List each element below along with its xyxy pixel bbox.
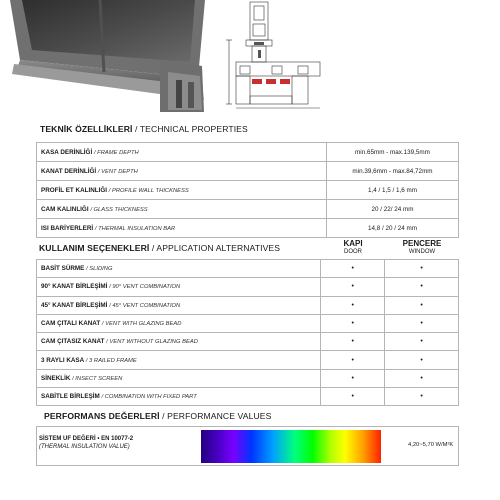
technical-row-label: PROFİL ET KALINLIĞI / PROFILE WALL THICKNESS — [37, 181, 327, 200]
window-check-mark: • — [385, 333, 459, 351]
application-title: KULLANIM SEÇENEKLERİ / APPLICATION ALTERNATIVES — [39, 243, 281, 253]
door-check-mark: • — [321, 351, 385, 369]
application-row-label: CAM ÇITALI KANAT / VENT WITH GLAZING BEAD — [37, 314, 321, 332]
door-check-mark: • — [321, 388, 385, 406]
technical-row — [37, 219, 459, 238]
window-check-mark: • — [385, 351, 459, 369]
application-row — [37, 296, 459, 314]
technical-row-value: 1,4 / 1,5 / 1,6 mm — [327, 181, 459, 200]
technical-row — [37, 162, 459, 181]
uf-value-label: SİSTEM UF DEĞERİ • EN 10077-2 (THERMAL INSULATION VALUE) — [39, 436, 134, 451]
window-check-mark: • — [385, 260, 459, 278]
application-row-label: SİNEKLİK / INSECT SCREEN — [37, 369, 321, 387]
technical-row — [37, 200, 459, 219]
technical-row-label: KANAT DERİNLİĞİ / VENT DEPTH — [37, 162, 327, 181]
door-column-header: KAPI DOOR — [343, 239, 363, 255]
door-check-mark: • — [321, 278, 385, 296]
door-check-mark: • — [321, 333, 385, 351]
technical-row-value: 20 / 22/ 24 mm — [327, 200, 459, 219]
product-illustration — [0, 0, 500, 112]
application-row — [37, 278, 459, 296]
application-row — [37, 260, 459, 278]
window-check-mark: • — [385, 369, 459, 387]
window-check-mark: • — [385, 388, 459, 406]
performance-title: PERFORMANS DEĞERLERİ / PERFORMANCE VALUES — [44, 411, 272, 421]
application-row-label: 45° KANAT BİRLEŞİMİ / 45° VENT COMBINATION — [37, 296, 321, 314]
uf-value: 4,20~5,70 W/M²K — [408, 442, 454, 448]
application-header — [36, 237, 459, 259]
application-row-label: 90° KANAT BİRLEŞİMİ / 90° VENT COMBINATION — [37, 278, 321, 296]
technical-row — [37, 143, 459, 162]
technical-row-label: ISI BARİYERLERİ / THERMAL INSULATION BAR — [37, 219, 327, 238]
application-row — [37, 388, 459, 406]
window-product-photo — [0, 0, 210, 112]
application-row — [37, 351, 459, 369]
technical-row-value: min.65mm - max.139,5mm — [327, 143, 459, 162]
window-check-mark: • — [385, 314, 459, 332]
window-check-mark: • — [385, 296, 459, 314]
application-row-label: SABİTLE BİRLEŞİM / COMBINATION WITH FIXED PART — [37, 388, 321, 406]
application-row-label: BASİT SÜRME / SLIDING — [37, 260, 321, 278]
door-check-mark: • — [321, 260, 385, 278]
technical-row — [37, 181, 459, 200]
door-check-mark: • — [321, 314, 385, 332]
application-row — [37, 333, 459, 351]
thermal-scale-gradient — [201, 430, 381, 463]
door-check-mark: • — [321, 369, 385, 387]
technical-row-label: CAM KALINLIĞI / GLASS THICKNESS — [37, 200, 327, 219]
application-row-label: CAM ÇITASIZ KANAT / VENT WITHOUT GLAZING BEAD — [37, 333, 321, 351]
profile-section-drawing — [222, 0, 332, 110]
technical-row-value: 14,8 / 20 / 24 mm — [327, 219, 459, 238]
application-row — [37, 314, 459, 332]
application-table — [36, 259, 459, 406]
window-check-mark: • — [385, 278, 459, 296]
technical-row-label: KASA DERİNLİĞİ / FRAME DEPTH — [37, 143, 327, 162]
technical-table — [36, 142, 459, 238]
application-row — [37, 369, 459, 387]
application-row-label: 3 RAYLI KASA / 3 RAILED FRAME — [37, 351, 321, 369]
window-column-header: PENCERE WINDOW — [402, 239, 442, 255]
technical-title: TEKNİK ÖZELLİKLERİ / TECHNICAL PROPERTIES — [40, 124, 248, 134]
technical-row-value: min.39,6mm - max.84,72mm — [327, 162, 459, 181]
performance-box — [36, 426, 459, 466]
door-check-mark: • — [321, 296, 385, 314]
